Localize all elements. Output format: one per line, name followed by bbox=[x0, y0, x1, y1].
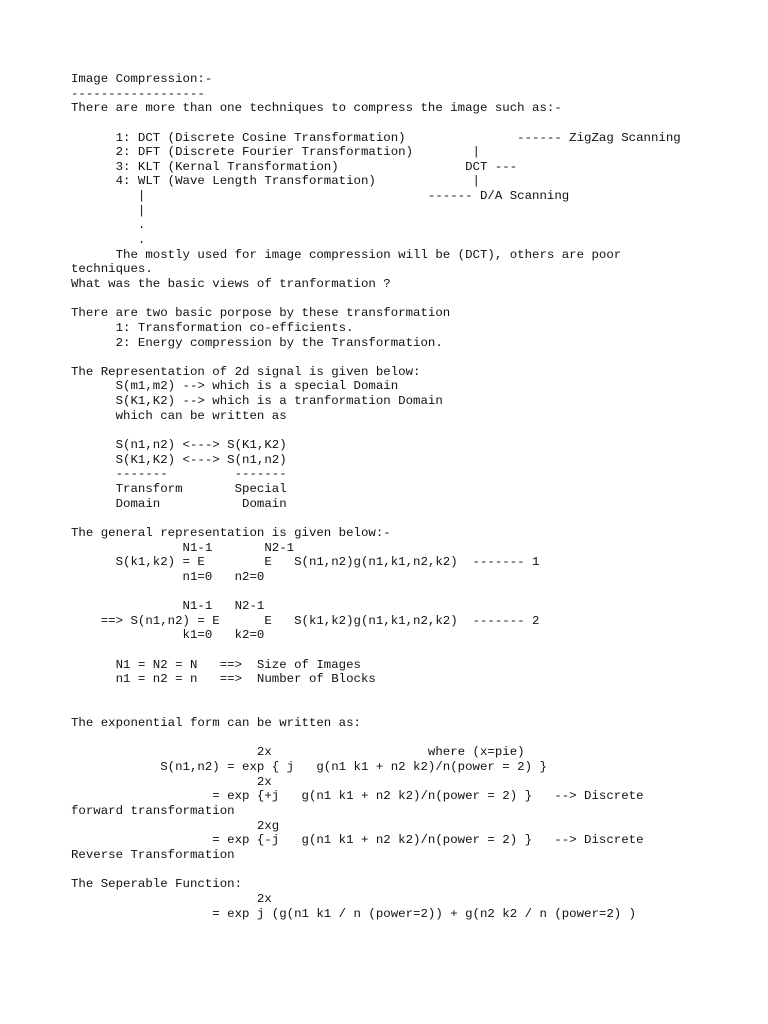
text-line: There are two basic porpose by these transformation bbox=[71, 306, 451, 321]
text-line: N1-1 N2-1 bbox=[71, 540, 295, 555]
text-line: which can be written as bbox=[71, 408, 287, 423]
text-line bbox=[71, 350, 761, 365]
text-line: techniques. bbox=[71, 262, 153, 277]
text-line: = exp j (g(n1 k1 / n (power=2)) + g(n2 k2 / n (power=2) ) bbox=[71, 906, 637, 921]
text-line: ------- ------- bbox=[71, 467, 287, 482]
text-line: = exp {-j g(n1 k1 + n2 k2)/n(power = 2) } --> Discrete bbox=[71, 833, 644, 848]
text-line: S(n1,n2) = exp { j g(n1 k1 + n2 k2)/n(power = 2) } bbox=[71, 760, 547, 775]
text-line: 2x bbox=[71, 774, 272, 789]
text-line: S(n1,n2) <---> S(K1,K2) bbox=[71, 438, 287, 453]
text-line: | ------ D/A Scanning bbox=[71, 189, 570, 204]
text-line: = exp {+j g(n1 k1 + n2 k2)/n(power = 2) } --> Discrete bbox=[71, 789, 644, 804]
text-line: ==> S(n1,n2) = E E S(k1,k2)g(n1,k1,n2,k2) ------- 2 bbox=[71, 613, 540, 628]
text-line: The general representation is given below:- bbox=[71, 525, 391, 540]
text-line bbox=[71, 687, 761, 702]
text-line bbox=[71, 863, 761, 878]
text-line: 3: KLT (Kernal Transformation) DCT --- bbox=[71, 159, 518, 174]
text-line bbox=[71, 731, 761, 746]
text-line: S(K1,K2) --> which is a tranformation Domain bbox=[71, 394, 443, 409]
text-line: The Seperable Function: bbox=[71, 877, 243, 892]
text-line: 2x where (x=pie) bbox=[71, 745, 525, 760]
text-line: S(K1,K2) <---> S(n1,n2) bbox=[71, 452, 287, 467]
text-line: | bbox=[71, 203, 146, 218]
document-text bbox=[71, 72, 761, 1012]
text-line: 4: WLT (Wave Length Transformation) | bbox=[71, 174, 480, 189]
text-line bbox=[71, 511, 761, 526]
text-line: S(k1,k2) = E E S(n1,n2)g(n1,k1,n2,k2) ------- 1 bbox=[71, 555, 540, 570]
text-line: forward transformation bbox=[71, 804, 235, 819]
text-line bbox=[71, 643, 761, 658]
text-line bbox=[71, 584, 761, 599]
text-line: 1: Transformation co-efficients. bbox=[71, 320, 354, 335]
text-line: Domain Domain bbox=[71, 496, 287, 511]
text-line: The exponential form can be written as: bbox=[71, 716, 361, 731]
text-line: What was the basic views of tranformation ? bbox=[71, 276, 391, 291]
text-line: The Representation of 2d signal is given below: bbox=[71, 364, 421, 379]
text-line: S(m1,m2) --> which is a special Domain bbox=[71, 379, 399, 394]
text-line bbox=[71, 702, 761, 717]
text-line: The mostly used for image compression will be (DCT), others are poor bbox=[71, 247, 622, 262]
text-line: n1 = n2 = n ==> Number of Blocks bbox=[71, 672, 376, 687]
text-line: N1-1 N2-1 bbox=[71, 599, 265, 614]
text-line bbox=[71, 292, 761, 307]
text-line: N1 = N2 = N ==> Size of Images bbox=[71, 657, 361, 672]
text-line bbox=[71, 116, 761, 131]
text-line: Image Compression:- bbox=[71, 72, 213, 86]
text-line: There are more than one techniques to compress the image such as:- bbox=[71, 101, 562, 116]
text-line: 2x bbox=[71, 891, 272, 906]
text-line: n1=0 n2=0 bbox=[71, 569, 265, 584]
text-line: . bbox=[71, 218, 146, 233]
text-line: . bbox=[71, 233, 146, 248]
text-line: 2xg bbox=[71, 818, 280, 833]
text-line: Reverse Transformation bbox=[71, 847, 235, 862]
text-line: Transform Special bbox=[71, 481, 287, 496]
text-line: ------------------ bbox=[71, 86, 205, 101]
text-line: 2: DFT (Discrete Fourier Transformation) | bbox=[71, 145, 480, 160]
text-line bbox=[71, 423, 761, 438]
text-line: k1=0 k2=0 bbox=[71, 628, 265, 643]
text-line: 2: Energy compression by the Transformation. bbox=[71, 335, 443, 350]
text-line: 1: DCT (Discrete Cosine Transformation) ------ ZigZag Scanning bbox=[71, 130, 681, 145]
